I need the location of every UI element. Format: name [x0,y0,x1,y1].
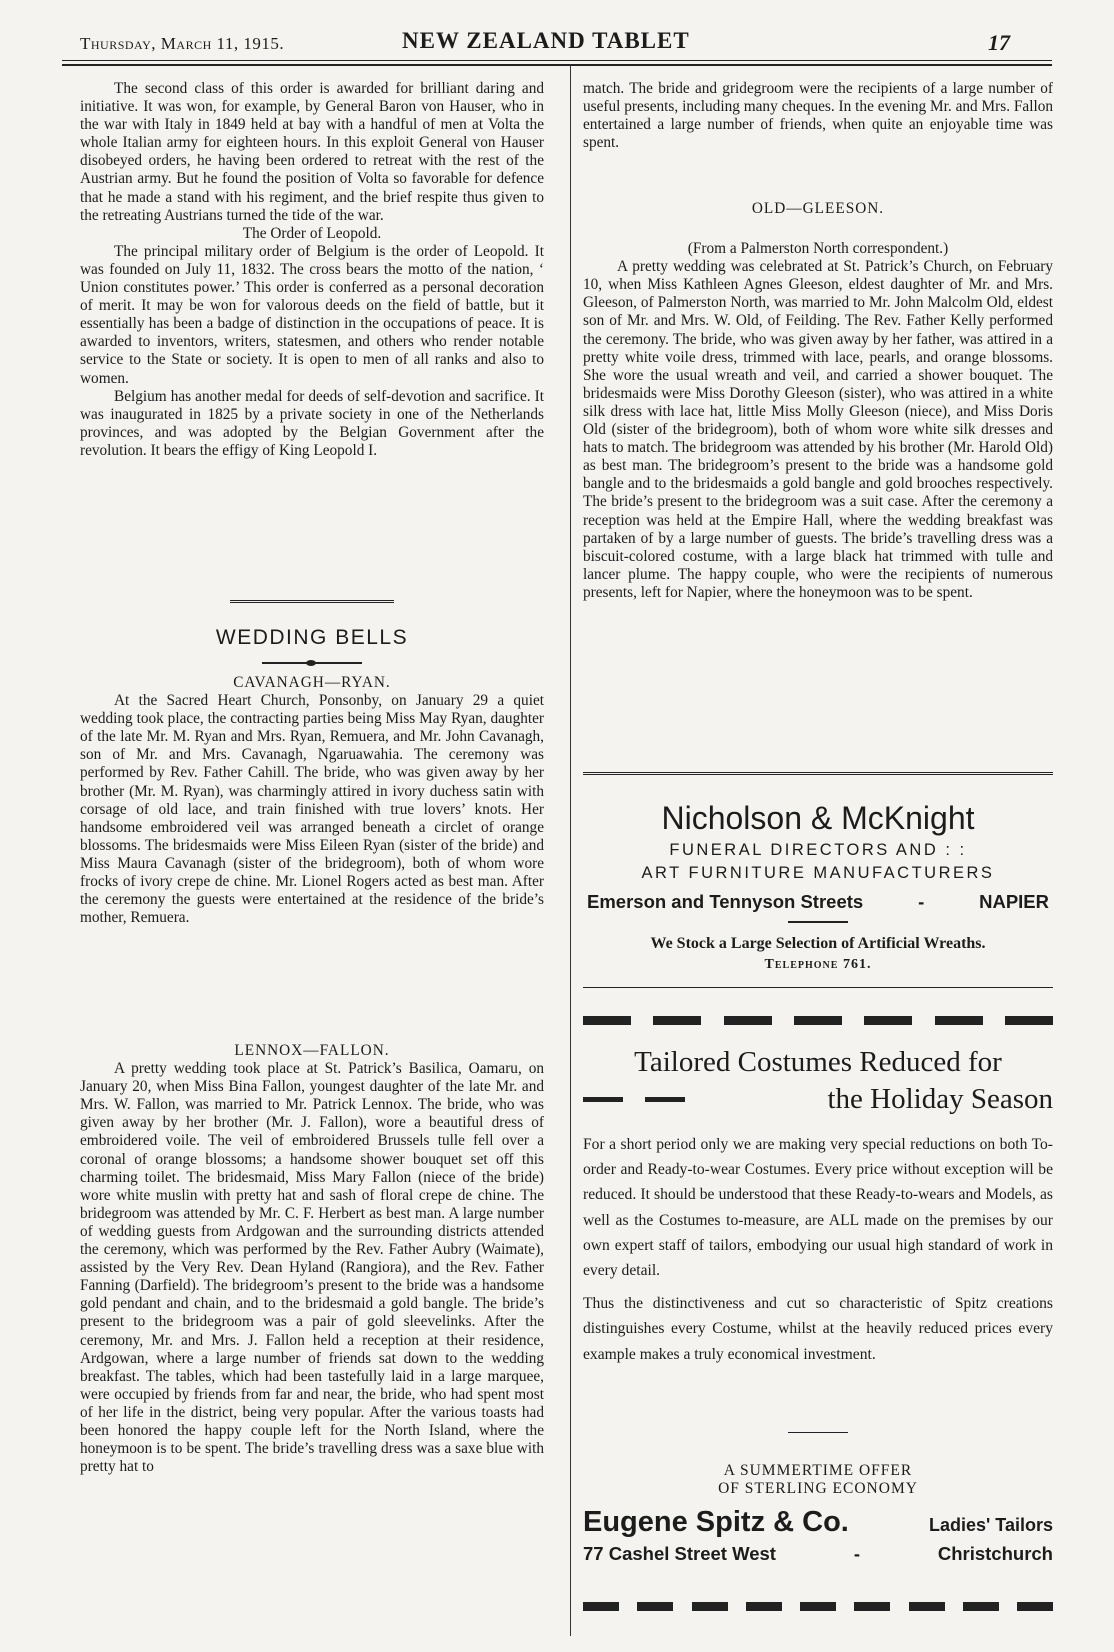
headline-dash [645,1097,685,1102]
headline-dash [583,1097,623,1102]
article-paragraph: Belgium has another medal for deeds of self-devotion and sacrifice. It was inaugurated in 1825 by a private society in one of the Netherlands provinces, and was adopted by the Belgian Government after the revolution. It bears the effigy of King Leopold I. [80,387,544,459]
eugene-spitz-advert [583,1044,1053,1375]
dash-border [583,1602,1053,1611]
ad-body [583,1132,1053,1367]
issue-date: Thursday, March 11, 1915. [80,34,285,53]
wedding-lennox-fallon [80,1042,544,1476]
wedding-heading: OLD—GLEESON. [751,200,885,217]
ad-trade-line: FUNERAL DIRECTORS AND : : [669,841,967,859]
page-header [62,28,1052,58]
wedding-report: At the Sacred Heart Church, Ponsonby, on January 29 a quiet wedding took place, the contracting parties being Miss May Ryan, daughter of the late Mr. M. Ryan and Mrs. Ryan, Remuera, and Mr. John Cavanagh, son of Mr. and Mrs. Cavanagh, Ngaruawahia. The ceremony was performed by Rev. Father Cahill. The bride, who was given away by her brother (Mr. M. Ryan), was charmingly attired in ivory duchess satin with corsage of old lace, and train finished with true lovers’ knots. Her handsome embroidered veil was arranged beneath a circlet of orange blossoms. The bridesmaids were Miss Eileen Ryan (sister of the bride) and Miss Maura Cavanagh (sister of the bridegroom), both of whom wore frocks of ivory crepe de chine. Mr. Lionel Rogers acted as best man. After the ceremony the guests were entertained at the residence of the bride’s mother, Remuera. [80,692,544,927]
wedding-report: A pretty wedding was celebrated at St. Patrick’s Church, on February 10, when Miss Kathleen Agnes Gleeson, eldest daughter of Mr. and Mrs. Gleeson, of Palmerston North, was married to Mr. John Malcolm Old, eldest son of Mr. and Mrs. W. Old, of Feilding. The Rev. Father Kelly performed the ceremony. The bride, who was given away by her father, was attired in a pretty white voile dress, trimmed with lace, pearls, and orange blossoms. She wore the usual wreath and veil, and carried a shower bouquet. The bridesmaids were Miss Dorothy Gleeson (sister), who was attired in a white silk dress with lace hat, little Miss Molly Gleeson (niece), and Miss Doris Old (sister of the bridegroom), both of whom wore white silk dresses and hats to match. The bridegroom was attended by his brother (Mr. Harold Old) as best man. The bridegroom’s present to the bride was a handsome gold bangle and to the bridesmaids a gold bangle and gold brooches respectively. The bride’s present to the bridegroom was a suit case. After the ceremony a reception was held at the Empire Hall, where the wedding breakfast was partaken of by a large number of guests. The bride’s travelling dress was a biscuit-colored costume, with a large black hat trimmed with tulle and lancer plume. The happy couple, who were the recipients of numerous presents, left for Napier, where the honeymoon was to be spent. [583,258,1053,601]
ad-headline-row [583,1081,1053,1118]
nicholson-mcknight-advert [583,800,1053,973]
ad-ornament [788,921,848,923]
ad-headline: the Holiday Season [827,1083,1053,1115]
article-paragraph: The second class of this order is awarded for brilliant daring and initiative. It was won, for example, by General Baron von Hauser, who in the war with Italy in 1849 held at bay with a handful of men at Volta the whole Italian army for eighteen hours. In this exploit General von Hauser disobeyed orders, he having been ordered to retreat with the rest of the Austrian army. But he found the position of Volta so favorable for defence that he made a stand with his regiment, and the brief respite thus given to the retreating Austrians turned the tide of the war. [80,80,544,224]
offer-line: OF STERLING ECONOMY [718,1480,918,1497]
ad-paragraph: For a short period only we are making very special reductions on both To-order and Ready-to-wear Costumes. Every price without exception will be reduced. It should be understood that these Ready-to-wears and Models, as well as the Costumes to-measure, are ALL made on the premises by our own expert staff of tailors, embodying our usual high standard of work in every detail. [583,1136,1053,1280]
wedding-cavanagh-ryan [80,674,544,927]
ad-short-rule [788,1432,848,1433]
offer-line: A SUMMERTIME OFFER [723,1462,913,1479]
ad-address [583,891,1053,913]
wedding-heading: CAVANAGH—RYAN. [233,674,391,691]
advert-border [583,772,1053,775]
advertiser-name: Nicholson & McKnight [661,800,975,836]
wedding-old-gleeson [583,200,1053,602]
firm-address [583,1543,1053,1565]
ad-paragraph: Thus the distinctiveness and cut so characteristic of Spitz creations distinguishes every Costume, whilst at the heavily reduced prices every example makes a truly economical investment. [583,1295,1053,1363]
dash-border [583,1016,1053,1025]
telephone: Telephone 761. [764,957,872,972]
masthead: NEW ZEALAND TABLET [402,28,690,53]
section-divider [230,600,394,603]
firm-line [583,1506,1053,1539]
address-dash: - [918,891,925,912]
wedding-heading: LENNOX—FALLON. [234,1042,390,1059]
header-rule [62,60,1052,61]
advert-separator [583,987,1053,988]
firm-name: Eugene Spitz & Co. [583,1506,849,1538]
firm-trade: Ladies' Tailors [929,1515,1053,1535]
wedding-continuation [583,80,1053,152]
ad-headline: Tailored Costumes Reduced for [634,1046,1002,1078]
street-address: 77 Cashel Street West [583,1543,776,1564]
stock-line: We Stock a Large Selection of Artificial Wreaths. [650,935,986,952]
street-address: Emerson and Tennyson Streets [587,891,864,912]
ad-trade-line: ART FURNITURE MANUFACTURERS [641,864,995,882]
article-paragraph: The principal military order of Belgium is the order of Leopold. It was founded on July 11, 1832. The cross bears the motto of the nation, ‘ Union constitutes power.’ This order is conferred as a personal decoration of merit. It may be won for valorous deeds on the field of battle, but it essentially has been a badge of distinction in the occupations of peace. It is awarded to inventors, writers, statesmen, and others who render notable service to the State or society. It is open to men of all ranks and also to women. [80,242,544,387]
leopold-heading: The Order of Leopold. [242,224,382,242]
wedding-report: A pretty wedding took place at St. Patrick’s Basilica, Oamaru, on January 20, when Miss Bina Fallon, youngest daughter of the late Mr. and Mrs. W. Fallon, was married to Mr. Patrick Lennox. The bride, who was given away by her brother (Mr. J. Fallon), wore a beautiful dress of embroidered voile. The veil of embroidered Brussels tulle fell over a coronal of orange blossoms; a handsome shower bouquet set off this charming toilet. The bridesmaid, Miss Mary Fallon (niece of the bride) wore white muslin with pretty hat and sash of floral crepe de chine. The bridegroom was attended by Mr. C. F. Herbert as best man. A large number of wedding guests from Ardgowan and the surrounding districts attended the ceremony, which was performed by the Rev. Father Aubry (Waimate), assisted by the Very Rev. Dean Hyland (Rangiora), and the Rev. Father Fanning (Darfield). The bridegroom’s present to the bride was a handsome gold pendant and chain, and to the bridesmaid a gold bangle. The bride’s present to the bridegroom was a pair of gold sleevelinks. After the ceremony, Mr. and Mrs. J. Fallon held a reception at their residence, Ardgowan, where a large number of friends sat down to the wedding breakfast. The tables, which had been tastefully laid in a large marquee, were occupied by friends from far and near, the bride, who had spent most of her life in the district, being very popular. After the various toasts had been honored the happy couple left for the North Island, where the honeymoon is to be spent. The bride’s travelling dress was a saxe blue with pretty hat to [80,1060,544,1476]
continued-text: match. The bride and gridegroom were the recipients of a large number of useful presents, including many cheques. In the evening Mr. and Mrs. Fallon entertained a large number of friends, when quite an enjoyable time was spent. [583,80,1053,152]
order-article [80,80,544,460]
correspondent-note: (From a Palmerston North correspondent.) [687,240,949,258]
address-dash: - [853,1543,860,1564]
spitz-offer [583,1462,1053,1565]
page-number: 17 [988,30,1010,55]
city-name: Christchurch [937,1543,1053,1564]
header-rule-thick [62,64,1052,66]
title-ornament [262,662,362,664]
city-name: NAPIER [979,891,1049,912]
wedding-bells-title: WEDDING BELLS [215,626,409,649]
column-divider [570,64,571,1636]
